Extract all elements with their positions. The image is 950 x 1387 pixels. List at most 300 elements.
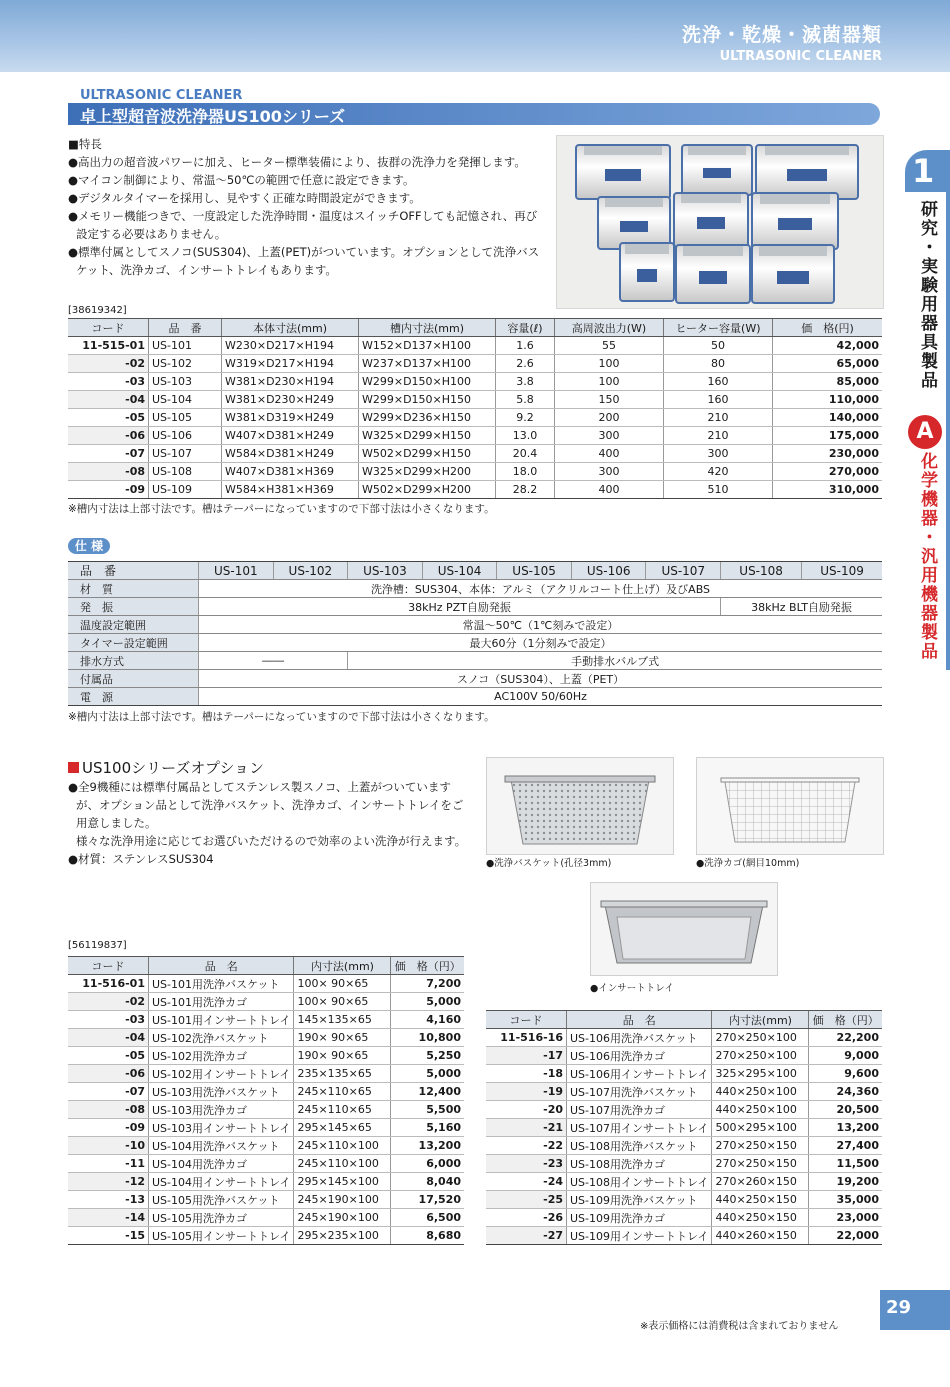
table-cell: US-108用洗浄カゴ — [567, 1155, 712, 1173]
feature-item: ●マイコン制御により、常温～50℃の範囲で任意に設定できます。 — [68, 173, 415, 187]
col-header: 品 番 — [149, 319, 222, 337]
table-row — [68, 993, 464, 1011]
table-cell: -22 — [486, 1137, 567, 1155]
table-cell: 6,500 — [391, 1209, 464, 1227]
table-cell: US-106用洗浄カゴ — [567, 1047, 712, 1065]
table-cell: 3.8 — [496, 373, 555, 391]
col-header: 価 格（円） — [391, 957, 464, 975]
catalog-code: [38619342] — [68, 305, 127, 316]
table-cell: US-107用洗浄カゴ — [567, 1101, 712, 1119]
feature-item: ●メモリー機能つきで、一度設定した洗浄時間・温度はスイッチOFFしても記憶され、再び設定する必要はありません。 — [68, 209, 538, 241]
table-cell: -12 — [68, 1173, 149, 1191]
table-cell: -23 — [486, 1155, 567, 1173]
table-row — [68, 1083, 464, 1101]
table-cell: W299×D236×H150 — [359, 409, 496, 427]
options-description — [68, 778, 468, 868]
table-cell: 300 — [664, 445, 773, 463]
spec-model: US-101 — [199, 562, 274, 580]
table-cell: -07 — [68, 1083, 149, 1101]
table-cell: W299×D150×H100 — [359, 373, 496, 391]
spec-row-oscillation — [68, 598, 882, 616]
cage-caption: ●洗浄カゴ(網目10mm) — [696, 858, 800, 869]
table-cell: US-107用洗浄バスケット — [567, 1083, 712, 1101]
table-cell: 13.0 — [496, 427, 555, 445]
table-cell: 440×250×150 — [712, 1191, 809, 1209]
tray-image — [591, 883, 777, 975]
table-cell: US-102用洗浄カゴ — [149, 1047, 294, 1065]
table-cell: 17,520 — [391, 1191, 464, 1209]
table-row — [486, 1227, 882, 1245]
table-cell: W299×D150×H150 — [359, 391, 496, 409]
table-cell: -08 — [68, 463, 149, 481]
spec-label: 品 番 — [68, 562, 199, 580]
spec-label: タイマー設定範囲 — [68, 634, 199, 652]
table-cell: 270×250×100 — [712, 1029, 809, 1047]
table-row — [68, 355, 882, 373]
table-cell: 325×295×100 — [712, 1065, 809, 1083]
table-cell: US-101用インサートトレイ — [149, 1011, 294, 1029]
table-row — [486, 1209, 882, 1227]
option-table-left — [68, 956, 464, 1245]
table-cell: US-106用インサートトレイ — [567, 1065, 712, 1083]
spec-note: ※槽内寸法は上部寸法です。槽はテーパーになっていますので下部寸法は小さくなります。 — [68, 711, 495, 723]
spec-model: US-102 — [273, 562, 348, 580]
table-cell: 270×250×150 — [712, 1137, 809, 1155]
table-cell: 24,360 — [809, 1083, 882, 1101]
section-title-en: ULTRASONIC CLEANER — [80, 88, 243, 103]
basket-photo — [486, 757, 674, 855]
table-cell: 5,000 — [391, 993, 464, 1011]
spec-label: 材 質 — [68, 580, 199, 598]
table-row — [68, 1137, 464, 1155]
table-cell: 110,000 — [773, 391, 883, 409]
table-cell: 440×250×100 — [712, 1083, 809, 1101]
table-row — [68, 409, 882, 427]
table-cell: 22,200 — [809, 1029, 882, 1047]
table-cell: 190× 90×65 — [294, 1047, 391, 1065]
col-header: 高周波出力(W) — [555, 319, 664, 337]
table-cell: US-101用洗浄バスケット — [149, 975, 294, 993]
table-cell: 440×250×100 — [712, 1101, 809, 1119]
table-cell: -27 — [486, 1227, 567, 1245]
table-cell: 100× 90×65 — [294, 993, 391, 1011]
table-cell: 150 — [555, 391, 664, 409]
table-cell: W502×D299×H150 — [359, 445, 496, 463]
table-cell: 160 — [664, 391, 773, 409]
table-row — [68, 445, 882, 463]
table-cell: -03 — [68, 1011, 149, 1029]
table-cell: 1.6 — [496, 337, 555, 355]
table-cell: 12,400 — [391, 1083, 464, 1101]
table-cell: W230×D217×H194 — [222, 337, 359, 355]
table-cell: 23,000 — [809, 1209, 882, 1227]
table-cell: US-104 — [149, 391, 222, 409]
table-cell: 11,500 — [809, 1155, 882, 1173]
table-cell: US-105用洗浄カゴ — [149, 1209, 294, 1227]
table-cell: 200 — [555, 409, 664, 427]
options-text: ●材質：ステンレスSUS304 — [68, 852, 214, 866]
table-row — [68, 373, 882, 391]
table-row — [68, 1101, 464, 1119]
table-cell: 270,000 — [773, 463, 883, 481]
table-cell: 8,680 — [391, 1227, 464, 1245]
table-cell: 300 — [555, 463, 664, 481]
table-cell: 18.0 — [496, 463, 555, 481]
table-cell: 65,000 — [773, 355, 883, 373]
table-cell: 10,800 — [391, 1029, 464, 1047]
table-cell: 20.4 — [496, 445, 555, 463]
table-cell: 295×235×100 — [294, 1227, 391, 1245]
table-cell: -07 — [68, 445, 149, 463]
spec-row-drain — [68, 652, 882, 670]
col-header: コード — [68, 319, 149, 337]
table-cell: 22,000 — [809, 1227, 882, 1245]
spec-value: 38kHz BLT自励発振 — [721, 598, 882, 616]
table-cell: US-109用洗浄バスケット — [567, 1191, 712, 1209]
table-cell: 140,000 — [773, 409, 883, 427]
spec-value: 洗浄槽：SUS304、本体：アルミ（アクリルコート仕上げ）及びABS — [199, 580, 883, 598]
table-cell: 7,200 — [391, 975, 464, 993]
table-cell: 11-516-16 — [486, 1029, 567, 1047]
table-cell: -17 — [486, 1047, 567, 1065]
table-cell: 9,000 — [809, 1047, 882, 1065]
table-cell: 5,500 — [391, 1101, 464, 1119]
tray-photo — [590, 882, 778, 976]
table-cell: -08 — [68, 1101, 149, 1119]
spec-label: 付属品 — [68, 670, 199, 688]
table-cell: 245×110×100 — [294, 1155, 391, 1173]
table-cell: 55 — [555, 337, 664, 355]
table-header-row — [68, 319, 882, 337]
table-cell: 145×135×65 — [294, 1011, 391, 1029]
table-cell: -26 — [486, 1209, 567, 1227]
table-cell: W152×D137×H100 — [359, 337, 496, 355]
table-cell: -06 — [68, 1065, 149, 1083]
table-cell: 400 — [555, 481, 664, 499]
spec-label: 排水方式 — [68, 652, 199, 670]
col-header: 価 格（円） — [809, 1011, 882, 1029]
cleaner-unit-image — [673, 192, 749, 248]
table-cell: 100× 90×65 — [294, 975, 391, 993]
table-cell: -09 — [68, 481, 149, 499]
table-cell: -04 — [68, 391, 149, 409]
table-row — [68, 1191, 464, 1209]
table-cell: US-108用インサートトレイ — [567, 1173, 712, 1191]
table-cell: -15 — [68, 1227, 149, 1245]
table-cell: W407×D381×H369 — [222, 463, 359, 481]
table-cell: 245×110×65 — [294, 1083, 391, 1101]
spec-value: AC100V 50/60Hz — [199, 688, 883, 706]
table-cell: 42,000 — [773, 337, 883, 355]
section-title: 卓上型超音波洗浄器US100シリーズ — [80, 107, 346, 126]
spec-table — [68, 561, 882, 706]
spec-label: 温度設定範囲 — [68, 616, 199, 634]
table-cell: 5,160 — [391, 1119, 464, 1137]
table-cell: 270×250×100 — [712, 1047, 809, 1065]
table-cell: US-105用インサートトレイ — [149, 1227, 294, 1245]
table-row — [68, 975, 464, 993]
table-cell: -11 — [68, 1155, 149, 1173]
table-cell: US-109 — [149, 481, 222, 499]
col-header: 容量(ℓ) — [496, 319, 555, 337]
table-row — [68, 1155, 464, 1173]
option-table-right — [486, 1010, 882, 1245]
table-cell: US-104用洗浄バスケット — [149, 1137, 294, 1155]
table-header-row — [68, 957, 464, 975]
cleaner-unit-image — [575, 144, 671, 200]
table-cell: US-107用インサートトレイ — [567, 1119, 712, 1137]
table-cell: -02 — [68, 993, 149, 1011]
catalog-code: [56119837] — [68, 940, 127, 951]
table-cell: 310,000 — [773, 481, 883, 499]
spec-row-timer — [68, 634, 882, 652]
table-cell: W325×D299×H150 — [359, 427, 496, 445]
col-header: 内寸法(mm) — [294, 957, 391, 975]
table-cell: -02 — [68, 355, 149, 373]
table-cell: US-109用インサートトレイ — [567, 1227, 712, 1245]
table-row — [486, 1101, 882, 1119]
table-cell: W407×D381×H249 — [222, 427, 359, 445]
table-cell: 175,000 — [773, 427, 883, 445]
side-tab-bar — [946, 150, 950, 670]
spec-model: US-108 — [721, 562, 802, 580]
spec-model: US-105 — [497, 562, 572, 580]
table-cell: US-107 — [149, 445, 222, 463]
table-cell: US-105 — [149, 409, 222, 427]
table-row — [486, 1065, 882, 1083]
basket-image — [487, 758, 673, 854]
table-header-row — [486, 1011, 882, 1029]
table-cell: 4,160 — [391, 1011, 464, 1029]
table-cell: 160 — [664, 373, 773, 391]
table-cell: W584×D381×H249 — [222, 445, 359, 463]
table-row — [486, 1029, 882, 1047]
table-row — [68, 1209, 464, 1227]
table-cell: 295×145×100 — [294, 1173, 391, 1191]
table-cell: -20 — [486, 1101, 567, 1119]
table-cell: 20,500 — [809, 1101, 882, 1119]
col-header: 槽内寸法(mm) — [359, 319, 496, 337]
features — [68, 135, 548, 279]
spec-badge: 仕 様 — [68, 538, 110, 554]
table-cell: 210 — [664, 409, 773, 427]
table-cell: 85,000 — [773, 373, 883, 391]
table-cell: 100 — [555, 355, 664, 373]
table-cell: 2.6 — [496, 355, 555, 373]
spec-value: 38kHz PZT自励発振 — [199, 598, 721, 616]
table-row — [68, 1227, 464, 1245]
table-cell: 295×145×65 — [294, 1119, 391, 1137]
table-cell: US-105用洗浄バスケット — [149, 1191, 294, 1209]
spec-label: 発 振 — [68, 598, 199, 616]
basket-caption: ●洗浄バスケット(孔径3mm) — [486, 858, 612, 869]
table-row — [68, 1047, 464, 1065]
table-cell: 300 — [555, 427, 664, 445]
table-cell: 245×110×100 — [294, 1137, 391, 1155]
side-tab-label-2: 化学機器・汎用機器製品 — [917, 452, 937, 661]
table-cell: W381×D230×H194 — [222, 373, 359, 391]
table-row — [486, 1155, 882, 1173]
tray-caption: ●インサートトレイ — [590, 983, 674, 994]
table-row — [68, 481, 882, 499]
feature-item: ●標準付属としてスノコ(SUS304)、上蓋(PET)がついています。オプションとして洗浄バスケット、洗浄カゴ、インサートトレイもあります。 — [68, 245, 540, 277]
table-cell: 9.2 — [496, 409, 555, 427]
table-cell: -24 — [486, 1173, 567, 1191]
table-row — [68, 391, 882, 409]
table-cell: US-106 — [149, 427, 222, 445]
table-cell: W584×H381×H369 — [222, 481, 359, 499]
table-cell: 50 — [664, 337, 773, 355]
spec-value: スノコ（SUS304）、上蓋（PET） — [199, 670, 883, 688]
table-cell: 80 — [664, 355, 773, 373]
table-cell: 440×250×150 — [712, 1209, 809, 1227]
table-cell: 270×260×150 — [712, 1173, 809, 1191]
table-cell: -09 — [68, 1119, 149, 1137]
table-row — [68, 427, 882, 445]
table-cell: 13,200 — [391, 1137, 464, 1155]
table-cell: 5,000 — [391, 1065, 464, 1083]
spec-row-accessories — [68, 670, 882, 688]
table-cell: US-104用インサートトレイ — [149, 1173, 294, 1191]
table-cell: 100 — [555, 373, 664, 391]
table-cell: 5,250 — [391, 1047, 464, 1065]
product-photo — [556, 135, 884, 309]
table-cell: 235×135×65 — [294, 1065, 391, 1083]
spec-row-models — [68, 562, 882, 580]
col-header: ヒーター容量(W) — [664, 319, 773, 337]
col-header: 品 名 — [149, 957, 294, 975]
side-tab-badge: A — [908, 415, 942, 449]
table-cell: W502×D299×H200 — [359, 481, 496, 499]
table-cell: 19,200 — [809, 1173, 882, 1191]
options-text: 様々な洗浄用途に応じてお選びいただけるので効率のよい洗浄が行えます。 — [76, 834, 467, 848]
table-cell: 27,400 — [809, 1137, 882, 1155]
spec-model: US-109 — [802, 562, 882, 580]
table-cell: -19 — [486, 1083, 567, 1101]
table-row — [486, 1137, 882, 1155]
table-row — [68, 1029, 464, 1047]
table-cell: 8,040 — [391, 1173, 464, 1191]
table-row — [486, 1191, 882, 1209]
table-cell: 6,000 — [391, 1155, 464, 1173]
table-cell: US-103用インサートトレイ — [149, 1119, 294, 1137]
table-cell: US-106用洗浄バスケット — [567, 1029, 712, 1047]
table-cell: -13 — [68, 1191, 149, 1209]
table-cell: 190× 90×65 — [294, 1029, 391, 1047]
table-cell: -03 — [68, 373, 149, 391]
table-cell: -06 — [68, 427, 149, 445]
table-cell: -14 — [68, 1209, 149, 1227]
feature-item: ●高出力の超音波パワーに加え、ヒーター標準装備により、抜群の洗浄力を発揮します。 — [68, 155, 526, 169]
table-cell: 420 — [664, 463, 773, 481]
col-header: 本体寸法(mm) — [222, 319, 359, 337]
spec-model: US-104 — [422, 562, 497, 580]
cage-photo — [696, 757, 884, 855]
table-cell: -18 — [486, 1065, 567, 1083]
table-cell: -21 — [486, 1119, 567, 1137]
table-row — [486, 1083, 882, 1101]
table-cell: US-103用洗浄バスケット — [149, 1083, 294, 1101]
table-cell: US-102洗浄バスケット — [149, 1029, 294, 1047]
table-cell: 210 — [664, 427, 773, 445]
table-cell: W381×D230×H249 — [222, 391, 359, 409]
col-header: 価 格(円) — [773, 319, 883, 337]
table-cell: US-108 — [149, 463, 222, 481]
side-tab-number: 1 — [912, 152, 935, 190]
table-cell: -05 — [68, 1047, 149, 1065]
spec-model: US-107 — [646, 562, 721, 580]
spec-model: US-106 — [571, 562, 646, 580]
table-cell: 13,200 — [809, 1119, 882, 1137]
table-row — [68, 1065, 464, 1083]
table-cell: 11-516-01 — [68, 975, 149, 993]
product-table — [68, 318, 882, 499]
cage-image — [697, 758, 883, 854]
table-row — [486, 1119, 882, 1137]
table-cell: -04 — [68, 1029, 149, 1047]
col-header: 品 名 — [567, 1011, 712, 1029]
table-cell: US-101 — [149, 337, 222, 355]
options-heading: US100シリーズオプション — [82, 759, 265, 777]
header-category: 洗浄・乾燥・滅菌器類 — [681, 24, 882, 46]
table-row — [68, 1119, 464, 1137]
table-cell: US-102 — [149, 355, 222, 373]
table-row — [68, 463, 882, 481]
spec-row-material — [68, 580, 882, 598]
spec-row-temp — [68, 616, 882, 634]
spec-model: US-103 — [348, 562, 423, 580]
table-row — [68, 337, 882, 355]
table-cell: US-101用洗浄カゴ — [149, 993, 294, 1011]
table-cell: 230,000 — [773, 445, 883, 463]
table-cell: 5.8 — [496, 391, 555, 409]
table-cell: 35,000 — [809, 1191, 882, 1209]
table-cell: 245×190×100 — [294, 1191, 391, 1209]
table-cell: -25 — [486, 1191, 567, 1209]
cleaner-unit-image — [619, 242, 675, 302]
spec-row-power — [68, 688, 882, 706]
table-row — [68, 1011, 464, 1029]
page-number: 29 — [880, 1290, 950, 1330]
spec-label: 電 源 — [68, 688, 199, 706]
features-heading: ■特長 — [68, 137, 102, 151]
table-row — [486, 1047, 882, 1065]
table-cell: US-104用洗浄カゴ — [149, 1155, 294, 1173]
table-cell: W237×D137×H100 — [359, 355, 496, 373]
table-cell: 270×250×150 — [712, 1155, 809, 1173]
table-cell: W325×D299×H200 — [359, 463, 496, 481]
table-cell: -10 — [68, 1137, 149, 1155]
table-cell: 11-515-01 — [68, 337, 149, 355]
table-cell: 510 — [664, 481, 773, 499]
header-subtitle: ULTRASONIC CLEANER — [719, 49, 882, 64]
table-cell: 245×190×100 — [294, 1209, 391, 1227]
table-cell: US-103用洗浄カゴ — [149, 1101, 294, 1119]
table-cell: 28.2 — [496, 481, 555, 499]
col-header: 内寸法(mm) — [712, 1011, 809, 1029]
table-cell: 400 — [555, 445, 664, 463]
cleaner-unit-image — [675, 244, 751, 304]
table-cell: US-108用洗浄バスケット — [567, 1137, 712, 1155]
table-cell: -05 — [68, 409, 149, 427]
cleaner-unit-image — [751, 244, 835, 304]
spec-value: 常温～50℃（1℃刻みで設定） — [199, 616, 883, 634]
table-cell: W319×D217×H194 — [222, 355, 359, 373]
table-cell: US-102用インサートトレイ — [149, 1065, 294, 1083]
spec-value: 手動排水バルブ式 — [348, 652, 882, 670]
col-header: コード — [486, 1011, 567, 1029]
spec-value: 最大60分（1分刻みで設定） — [199, 634, 883, 652]
